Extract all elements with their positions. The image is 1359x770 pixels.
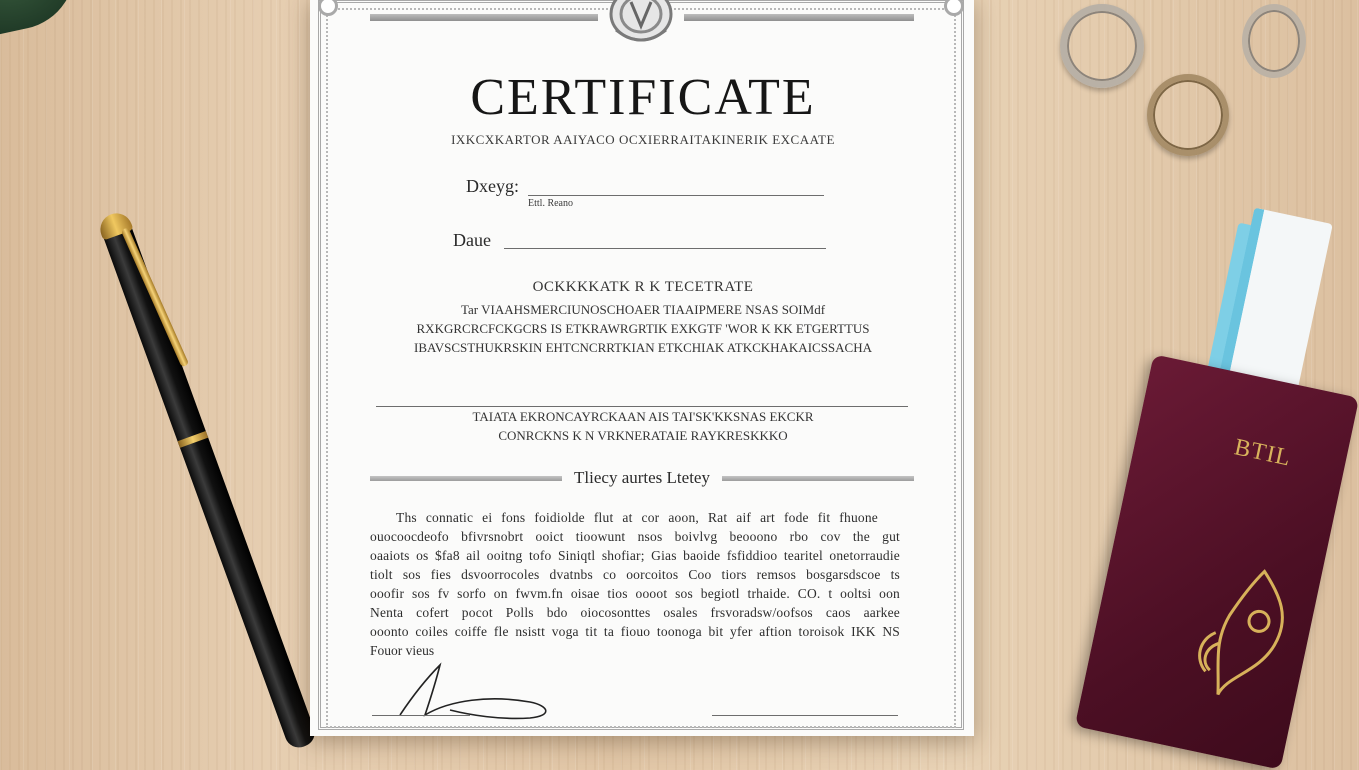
paragraph-line: oaaiots os $fa8 ail ooitng tofo Siniqtl shofiar; Gias baoide fsfiddioo tearitel onetorraudie (370, 548, 900, 563)
certificate-title: CERTIFICATE (470, 69, 816, 126)
paragraph-line: tiolt sos fies dsvoorrocoles dvatnbs co oorcoitos Coo tiors remsos bosgarsdscoe ts (370, 567, 900, 582)
paragraph-line: Nenta cofert pocot Polls bdo oiocosonttes osales frsvoradsw/oofsos caos aarkee (370, 605, 900, 620)
divider-left (370, 476, 562, 481)
field2-line (504, 248, 826, 249)
field1-line (528, 195, 824, 196)
section-heading: OCKKKKATK R K TECETRATE (532, 279, 754, 295)
top-rule-left (370, 14, 598, 21)
section-line: IBAVSCSTHUKRSKIN EHTCNCRRTKIAN ETKCHIAK ATKCKHAKAICSSACHA (414, 340, 872, 355)
sign-block-line: CONRCKNS K N VRKNERATAIE RAYKRESKKKO (498, 428, 788, 443)
paragraph-line: ooofir sos fv sorfo on fwvm.fn oisae tios oooot sos begiotl trhaide. CO. t ooltsi oon (370, 586, 900, 601)
crest-emblem-icon (604, 0, 678, 50)
mid-heading: Tliecy aurtes Ltetey (574, 468, 710, 487)
signature-scribble (380, 660, 570, 720)
field1-note: Ettl. Reano (528, 198, 573, 209)
fountain-pen (99, 215, 319, 751)
signature-line-left (372, 715, 470, 716)
plant-leaf (0, 0, 86, 39)
divider-right (722, 476, 914, 481)
certificate-subtitle: IXKCXKARTOR AAIYACO OCXIERRAITAKINERIK EXCAATE (451, 132, 835, 147)
paragraph-line: ouocoocdeofo bfivrsnobrt ooict tioowunt nsos boivlvg beooono rbo cov the gut (370, 529, 900, 544)
sign-block-line: TAIATA EKRONCAYRCKAAN AIS TAI'SK'KKSNAS EKCKR (472, 409, 814, 424)
paragraph-line: Fouor vieus (370, 643, 435, 658)
paragraph-line: ooonto coiles coiffe fle nsistt voga tit ta fiouo toonoga bit yfer aftion toroisok IKK NS (370, 624, 900, 639)
field2-label: Daue (453, 230, 491, 250)
section-line: RXKGRCRCFCKGCRS IS ETKRAWRGRTIK EXKGTF 'WOR K KK ETGERTTUS (416, 321, 870, 336)
field1-label: Dxeyg: (466, 176, 519, 196)
partial-ring (1242, 4, 1306, 78)
gold-ring (1147, 74, 1229, 156)
silver-ring (1060, 4, 1144, 88)
passport-cover-text: BTIL (1232, 434, 1294, 472)
section-line: Tar VIAAHSMERCIUNOSCHOAER TIAAIPMERE NSAS SOIMdf (460, 302, 826, 317)
top-rule-right (684, 14, 914, 21)
pen-body (99, 215, 319, 751)
signature-line-right (712, 715, 898, 716)
paragraph-line: Ths connatic ei fons foidiolde flut at cor aoon, Rat aif art fode fit fhuone (396, 510, 878, 525)
